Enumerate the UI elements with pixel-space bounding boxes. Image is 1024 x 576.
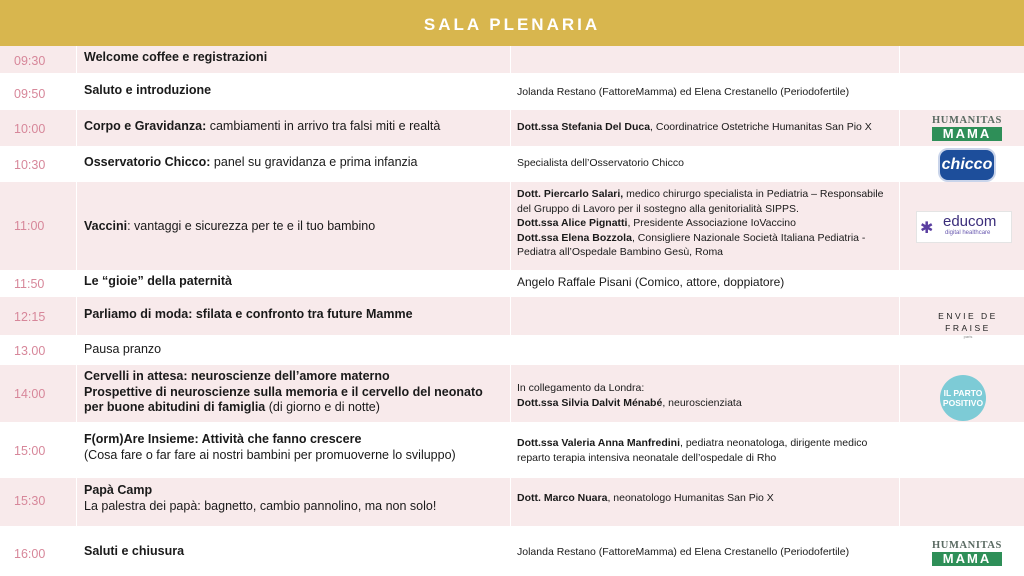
time-cell: 10:00 (14, 122, 46, 136)
schedule-row (0, 270, 1024, 297)
speaker-cell: Dott. Marco Nuara, neonatologo Humanitas San Pio X (517, 492, 774, 504)
time-cell: 15:30 (14, 494, 46, 508)
chicco-logo: chicco (938, 148, 996, 182)
educom-logo: ✱ educom digital healthcare (916, 211, 1012, 243)
il-parto-positivo-logo: IL PARTO POSITIVO (940, 375, 986, 421)
schedule-row (0, 297, 1024, 339)
speaker-cell: Angelo Raffale Pisani (Comico, attore, doppiatore) (517, 275, 785, 289)
time-cell: 11:00 (14, 219, 45, 233)
speaker-cell: Jolanda Restano (FattoreMamma) ed Elena Crestanello (Periodofertile) (517, 546, 850, 558)
event-cell: Welcome coffee e registrazioni (84, 50, 268, 64)
envie-de-fraise-logo: ENVIE DE FRAISE paris (938, 311, 998, 339)
event-cell: Saluti e chiusura (84, 544, 185, 558)
humanitas-mama-logo: HUMANITAS MAMA (932, 540, 1002, 566)
speaker-cell: Jolanda Restano (FattoreMamma) ed Elena Crestanello (Periodofertile) (517, 86, 850, 98)
event-cell: Pausa pranzo (84, 342, 162, 356)
event-cell: Cervelli in attesa: neuroscienze dell’amore materno Prospettive di neuroscienze sulla memoria e il cervello del neonato per buone abitudini di famiglia (di giorno e di notte) (84, 369, 483, 414)
event-cell: Osservatorio Chicco: panel su gravidanza e prima infanzia (84, 155, 418, 169)
time-cell: 11:50 (14, 277, 45, 291)
speaker-cell: Specialista dell’Osservatorio Chicco (517, 157, 684, 169)
event-cell: Vaccini: vantaggi e sicurezza per te e il tuo bambino (84, 219, 376, 233)
time-cell: 16:00 (14, 547, 46, 561)
schedule-row (0, 46, 1024, 73)
time-cell: 12:15 (14, 310, 46, 324)
time-cell: 14:00 (14, 387, 46, 401)
time-cell: 09:50 (14, 87, 46, 101)
speaker-cell: Dott. Piercarlo Salari, medico chirurgo specialista in Pediatria – Responsabile del Gruppo di Lavoro per il sostegno alla genitorialità SIPPS. Dott.ssa Alice Pignatti, Presidente Associazione IoVaccino Dott.ssa Elena Bozzola, Consigliere Nazionale Società Italiana Pediatria - Pediatra all’Ospedale Bambino Gesù, Roma (517, 188, 884, 258)
schedule-row (0, 422, 1024, 478)
time-cell: 09:30 (14, 54, 46, 68)
schedule-row (0, 335, 1024, 365)
schedule-row (0, 110, 1024, 146)
schedule-row (0, 365, 1024, 422)
time-cell: 13.00 (14, 344, 46, 358)
event-cell: Papà Camp La palestra dei papà: bagnetto, cambio pannolino, ma non solo! (84, 483, 437, 513)
event-cell: Corpo e Gravidanza: cambiamenti in arrivo tra falsi miti e realtà (84, 119, 441, 133)
speaker-cell: Dott.ssa Valeria Anna Manfredini, pediatra neonatologa, dirigente medico reparto terapia intensiva neonatale dell’ospedale di Rho (517, 437, 868, 464)
event-cell: Saluto e introduzione (84, 83, 212, 97)
schedule-row (0, 146, 1024, 182)
educom-mark-icon: ✱ (920, 220, 934, 237)
event-cell: Le “gioie” della paternità (84, 274, 232, 288)
schedule-row (0, 73, 1024, 110)
event-cell: F(orm)Are Insieme: Attività che fanno crescere (Cosa fare o far fare ai nostri bambini per promuoverne lo sviluppo) (84, 432, 456, 462)
event-cell: Parliamo di moda: sfilata e confronto tra future Mamme (84, 307, 413, 321)
page-title: SALA PLENARIA (423, 15, 601, 34)
speaker-cell: Dott.ssa Stefania Del Duca, Coordinatrice Ostetriche Humanitas San Pio X (517, 121, 872, 133)
time-cell: 10:30 (14, 158, 46, 172)
schedule-row (0, 478, 1024, 526)
time-cell: 15:00 (14, 444, 46, 458)
header-bar (0, 0, 1024, 46)
speaker-cell: In collegamento da Londra: Dott.ssa Silvia Dalvit Ménabé, neuroscienziata (517, 382, 742, 409)
schedule-row (0, 526, 1024, 576)
schedule-row (0, 182, 1024, 270)
humanitas-mama-logo: HUMANITAS MAMA (932, 115, 1002, 141)
